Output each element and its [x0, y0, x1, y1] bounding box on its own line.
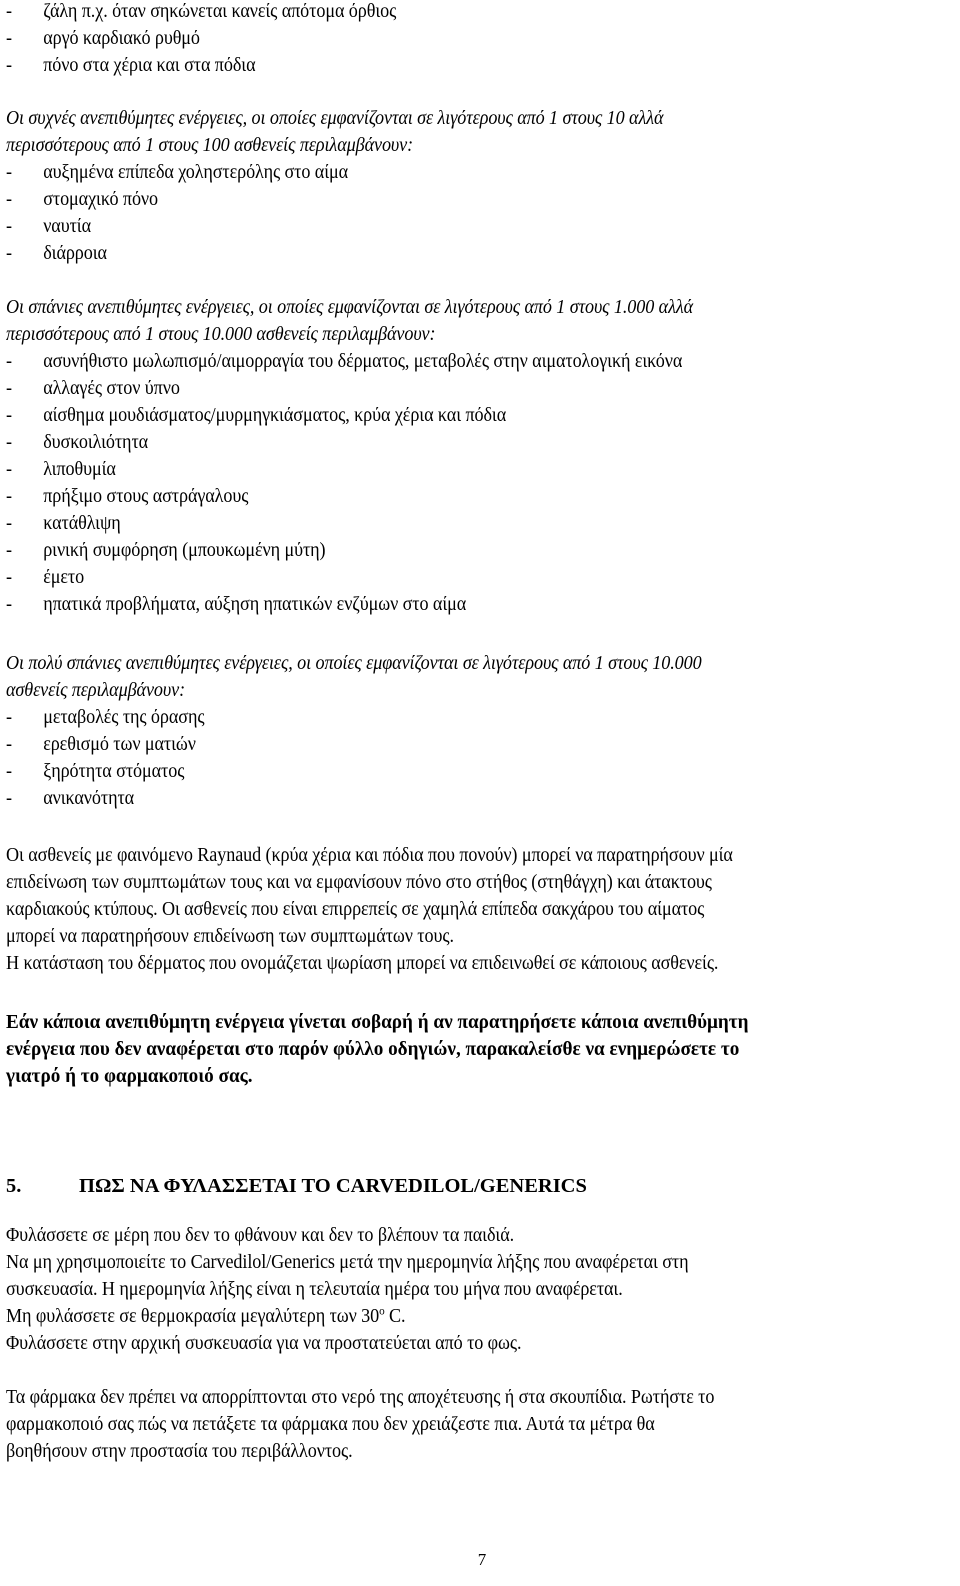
list-item: - ασυνήθιστο μωλωπισμό/αιμορραγία του δέρματος, μεταβολές στην αιματολογική εικόνα — [6, 351, 683, 372]
list-item: - ξηρότητα στόματος — [6, 761, 185, 782]
storage-instructions: Φυλάσσετε σε μέρη που δεν το φθάνουν και δεν το βλέπουν τα παιδιά. Να μη χρησιμοποιείτε το Carvedilol/Generics μετά την ημερομηνία λήξης που αναφέρεται στη συσκευασία. Η ημερομηνία λήξης είναι η τελευταία ημέρα του μήνα που αναφέρεται. Μη φυλάσσετε σε θερμοκρασία μεγαλύτερη των 30$^o$ C. Φυλάσσετε στην αρχική συσκευασία για να προστατεύεται από το φως. — [6, 1222, 886, 1357]
section-intro: Οι σπάνιες ανεπιθύμητες ενέργειες, οι οποίες εμφανίζονται σε λιγότερους από 1 στους 1.000 αλλά — [6, 297, 694, 318]
list-item: - ζάλη π.χ. όταν σηκώνεται κανείς απότομα όρθιος — [6, 1, 397, 22]
list-item: - ανικανότητα — [6, 788, 135, 809]
common-side-effects — [6, 105, 886, 267]
section-heading — [6, 1173, 587, 1200]
list-item: - στομαχικό πόνο — [6, 189, 159, 210]
section-intro: ασθενείς περιλαμβάνουν: — [6, 680, 186, 701]
list-item: - διάρροια — [6, 243, 107, 264]
list-item: - αυξημένα επίπεδα χοληστερόλης στο αίμα — [6, 162, 349, 183]
page-number: 7 — [477, 1550, 487, 1569]
list-item: - αίσθημα μουδιάσματος/μυρμηγκιάσματος, κρύα χέρια και πόδια — [6, 405, 507, 426]
section-intro: Οι συχνές ανεπιθύμητες ενέργειες, οι οποίες εμφανίζονται σε λιγότερους από 1 στους 10 αλλά — [6, 108, 664, 129]
list-item: - ερεθισμό των ματιών — [6, 734, 196, 755]
disposal-paragraph: Τα φάρμακα δεν πρέπει να απορρίπτονται στο νερό της αποχέτευσης ή στα σκουπίδια. Ρωτήστε το φαρμακοποιό σας πώς να πετάξετε τα φάρμακα που δεν χρειάζεστε πια. Αυτά τα μέτρα θα βοηθήσουν στην προστασία του περιβάλλοντος. — [6, 1387, 715, 1462]
warning-paragraph: Εάν κάποια ανεπιθύμητη ενέργεια γίνεται σοβαρή ή αν παρατηρήσετε κάποια ανεπιθύμητη ενέργεια που δεν αναφέρεται στο παρόν φύλλο οδηγιών, παρακαλείσθε να ενημερώσετε το γιατρό ή το φαρμακοποιό σας. — [6, 1011, 749, 1087]
list-item: - ηπατικά προβλήματα, αύξηση ηπατικών ενζύμων στο αίμα — [6, 594, 467, 615]
list-item: - κατάθλιψη — [6, 513, 121, 534]
section-intro: Οι πολύ σπάνιες ανεπιθύμητες ενέργειες, οι οποίες εμφανίζονται σε λιγότερους από 1 στους 10.000 — [6, 653, 702, 674]
list-item: - λιποθυμία — [6, 459, 116, 480]
side-effects-list-top — [6, 0, 886, 79]
list-item: - μεταβολές της όρασης — [6, 707, 205, 728]
list-item: - δυσκοιλιότητα — [6, 432, 149, 453]
list-item: - πρήξιμο στους αστράγαλους — [6, 486, 249, 507]
temperature-line: Μη φυλάσσετε σε θερμοκρασία μεγαλύτερη των 30$^o$ C. — [6, 1303, 406, 1327]
list-item: - αργό καρδιακό ρυθμό — [6, 28, 200, 49]
list-item: - ρινική συμφόρηση (μπουκωμένη μύτη) — [6, 540, 326, 561]
list-item: - πόνο στα χέρια και στα πόδια — [6, 55, 256, 76]
raynaud-paragraph: Οι ασθενείς με φαινόμενο Raynaud (κρύα χέρια και πόδια που πονούν) μπορεί να παρατηρήσουν μία επιδείνωση των συμπτωμάτων τους και να εμφανίσουν πόνο στο στήθος (στηθάγχη) και άτακτους καρδιακούς κτύπους. Οι ασθενείς που είναι επιρρεπείς σε χαμηλά επίπεδα σακχάρου του αίματος μπορεί να παρατηρήσουν επιδείνωση των συμπτωμάτων τους. Η κατάσταση του δέρματος που ονομάζεται ψωρίαση μπορεί να επιδεινωθεί σε κάποιους ασθενείς. — [6, 845, 733, 974]
list-item: - αλλαγές στον ύπνο — [6, 378, 180, 399]
list-item: - έμετο — [6, 567, 85, 588]
very-rare-side-effects — [6, 650, 886, 812]
rare-side-effects — [6, 294, 886, 618]
section-number: 5. — [6, 1175, 22, 1197]
section-intro: περισσότερους από 1 στους 100 ασθενείς περιλαμβάνουν: — [6, 135, 414, 156]
list-item: - ναυτία — [6, 216, 91, 237]
section-intro: περισσότερους από 1 στους 10.000 ασθενείς περιλαμβάνουν: — [6, 324, 436, 345]
section-title: ΠΩΣ ΝΑ ΦΥΛΑΣΣΕΤΑΙ ΤΟ CARVEDILOL/GENERICS — [79, 1175, 587, 1197]
